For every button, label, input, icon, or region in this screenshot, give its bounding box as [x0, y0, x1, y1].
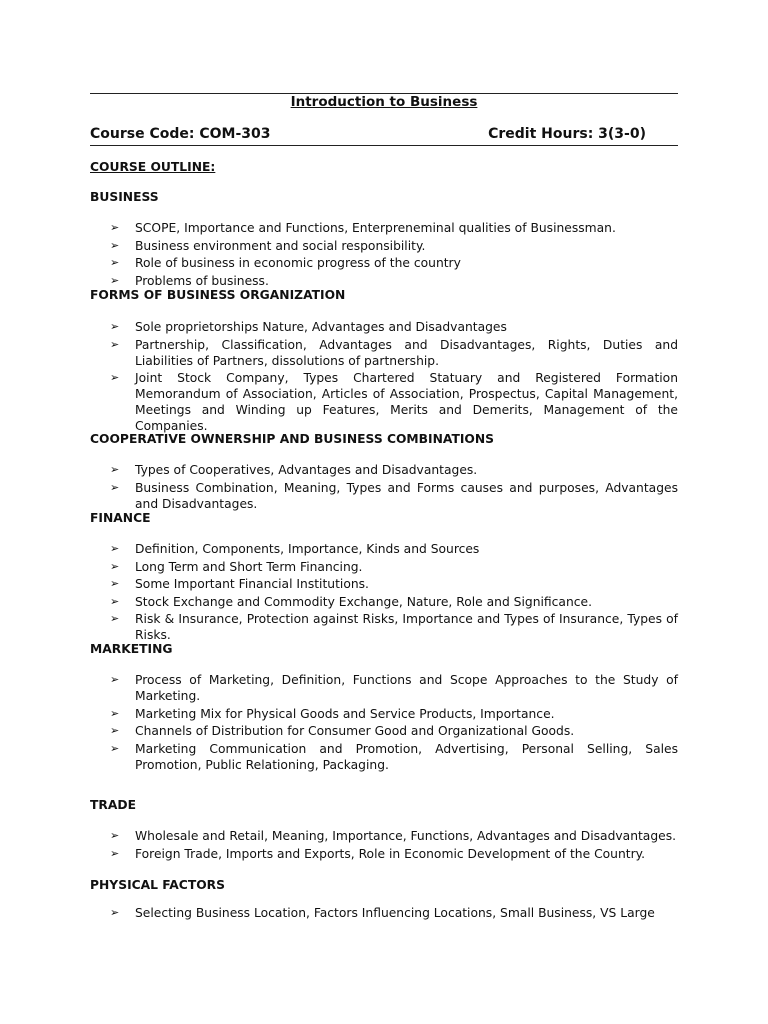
bullet-arrow-icon: ➢ [110, 594, 120, 608]
list-item: ➢ Marketing Communication and Promotion, Advertising, Personal Selling, Sales Promotion, Public Relationing, Packaging. [110, 741, 678, 772]
list-item: ➢ SCOPE, Importance and Functions, Enterpreneminal qualities of Businessman. [110, 221, 616, 235]
list-item: ➢ Role of business in economic progress of the country [110, 256, 461, 270]
list-item: ➢ Business environment and social responsibility. [110, 238, 426, 253]
list-item: ➢ Risk & Insurance, Protection against Risks, Importance and Types of Insurance, Types of Risks. [110, 612, 678, 642]
bullet-arrow-icon: ➢ [110, 673, 120, 686]
section-list [90, 541, 678, 645]
list-item: ➢ Business Combination, Meaning, Types and Forms causes and purposes, Advantages and Disadvantages. [110, 480, 678, 511]
bullet-arrow-icon: ➢ [110, 612, 120, 625]
section-list [90, 462, 678, 513]
list-item: ➢ Problems of business. [110, 273, 269, 288]
section-list [90, 319, 678, 436]
course-outline-label: COURSE OUTLINE: [90, 160, 216, 174]
section-list [90, 905, 678, 923]
bullet-arrow-icon: ➢ [110, 542, 120, 555]
list-item: ➢ Process of Marketing, Definition, Functions and Scope Approaches to the Study of Marketing. [110, 673, 678, 703]
bullet-arrow-icon: ➢ [110, 320, 120, 333]
list-item: ➢ Foreign Trade, Imports and Exports, Role in Economic Development of the Country. [110, 846, 646, 861]
section-list [90, 828, 678, 863]
bullet-arrow-icon: ➢ [110, 463, 120, 476]
section-heading: PHYSICAL FACTORS [90, 878, 225, 892]
list-item: ➢ Partnership, Classification, Advantages and Disadvantages, Rights, Duties and Liabilities of Partners, dissolutions of partnership. [110, 337, 678, 368]
list-item: ➢ Long Term and Short Term Financing. [110, 559, 363, 574]
credit-hours: Credit Hours: 3(3-0) [488, 126, 646, 142]
section-heading: COOPERATIVE OWNERSHIP AND BUSINESS COMBINATIONS [90, 432, 495, 446]
section-list [90, 220, 678, 290]
list-item: ➢ Selecting Business Location, Factors Influencing Locations, Small Business, VS Large [110, 906, 655, 920]
bullet-arrow-icon: ➢ [110, 706, 120, 720]
list-item: ➢ Sole proprietorships Nature, Advantages and Disadvantages [110, 320, 507, 334]
bullet-arrow-icon: ➢ [110, 337, 120, 351]
list-item: ➢ Channels of Distribution for Consumer Good and Organizational Goods. [110, 724, 575, 738]
list-item: ➢ Stock Exchange and Commodity Exchange, Nature, Role and Significance. [110, 594, 592, 609]
bullet-arrow-icon: ➢ [110, 829, 120, 842]
bullet-arrow-icon: ➢ [110, 256, 120, 269]
list-item: ➢ Marketing Mix for Physical Goods and Service Products, Importance. [110, 706, 555, 721]
section-heading: TRADE [90, 798, 136, 812]
bullet-arrow-icon: ➢ [110, 906, 120, 919]
bullet-arrow-icon: ➢ [110, 238, 120, 252]
list-item: ➢ Types of Cooperatives, Advantages and Disadvantages. [110, 463, 478, 477]
section-heading: FORMS OF BUSINESS ORGANIZATION [90, 288, 346, 302]
section-heading: MARKETING [90, 642, 173, 656]
header-rule [90, 145, 678, 146]
section-list [90, 672, 678, 774]
document-title: Introduction to Business [290, 94, 478, 110]
list-item: ➢ Some Important Financial Institutions. [110, 577, 369, 591]
section-heading: FINANCE [90, 511, 151, 525]
list-item: ➢ Definition, Components, Importance, Kinds and Sources [110, 542, 480, 556]
bullet-arrow-icon: ➢ [110, 559, 120, 573]
bullet-arrow-icon: ➢ [110, 724, 120, 737]
bullet-arrow-icon: ➢ [110, 846, 120, 860]
list-item: ➢ Wholesale and Retail, Meaning, Importance, Functions, Advantages and Disadvantages. [110, 829, 677, 843]
bullet-arrow-icon: ➢ [110, 221, 120, 234]
section-heading: BUSINESS [90, 190, 159, 204]
bullet-arrow-icon: ➢ [110, 480, 120, 494]
bullet-arrow-icon: ➢ [110, 273, 120, 287]
course-code: Course Code: COM-303 [90, 126, 271, 142]
bullet-arrow-icon: ➢ [110, 371, 120, 384]
bullet-arrow-icon: ➢ [110, 741, 120, 755]
list-item: ➢ Joint Stock Company, Types Chartered Statuary and Registered Formation Memorandum of Association, Articles of Association, Prospectus, Capital Management, Meetings and Winding up Features, Merits and Demerits, Management of the Companies. [110, 371, 678, 433]
bullet-arrow-icon: ➢ [110, 577, 120, 590]
